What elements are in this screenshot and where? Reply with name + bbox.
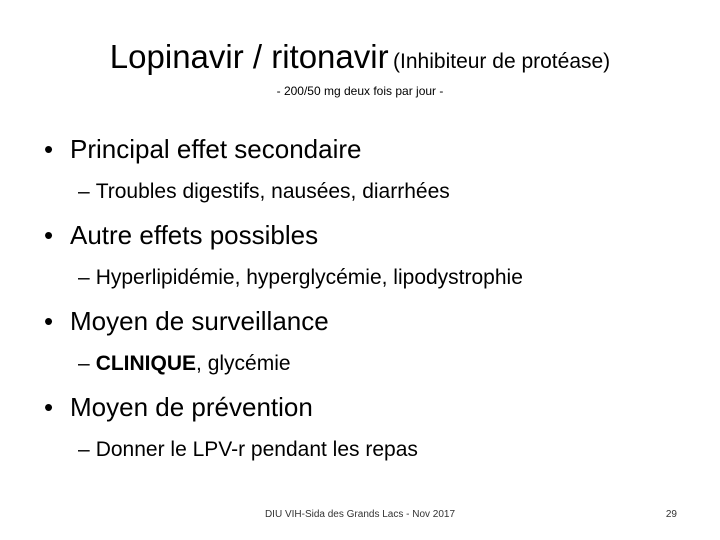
dosage-subtitle: - 200/50 mg deux fois par jour - — [276, 84, 444, 98]
bullet-marker: • — [44, 306, 54, 336]
slide-title-main: Lopinavir / ritonavir — [109, 38, 389, 75]
bullet-marker: • — [44, 134, 54, 164]
dash-marker: – — [78, 352, 90, 375]
bullet-monitoring — [44, 306, 329, 337]
bullet-other-effects — [44, 220, 318, 251]
footer-text: DIU VIH-Sida des Grands Lacs - Nov 2017 — [264, 509, 456, 520]
dash-marker: – — [78, 266, 90, 289]
bullet-marker: • — [44, 220, 54, 250]
bullet-heading: Moyen de prévention — [70, 392, 313, 422]
sub-bullet-text: Donner le LPV-r pendant les repas — [95, 438, 418, 461]
page-number: 29 — [665, 509, 677, 520]
sub-bullet-other-effects — [78, 266, 523, 290]
slide-title — [0, 38, 720, 76]
sub-bullet-text: , glycémie — [196, 352, 291, 375]
bullet-marker: • — [44, 392, 54, 422]
sub-bullet-prevention — [78, 438, 418, 462]
sub-bullet-monitoring — [78, 352, 291, 376]
dash-marker: – — [78, 438, 90, 461]
sub-bullet-bold-text: CLINIQUE — [95, 352, 197, 375]
sub-bullet-text: Hyperlipidémie, hyperglycémie, lipodystrophie — [95, 266, 523, 289]
bullet-side-effect — [44, 134, 361, 165]
slide-title-parenthetical: (Inhibiteur de protéase) — [393, 50, 611, 73]
sub-bullet-text: Troubles digestifs, nausées, diarrhées — [95, 180, 450, 203]
bullet-heading: Moyen de surveillance — [70, 306, 329, 336]
bullet-prevention — [44, 392, 313, 423]
bullet-heading: Autre effets possibles — [70, 220, 319, 250]
dash-marker: – — [78, 180, 90, 203]
bullet-heading: Principal effet secondaire — [70, 134, 362, 164]
sub-bullet-side-effect — [78, 180, 450, 204]
